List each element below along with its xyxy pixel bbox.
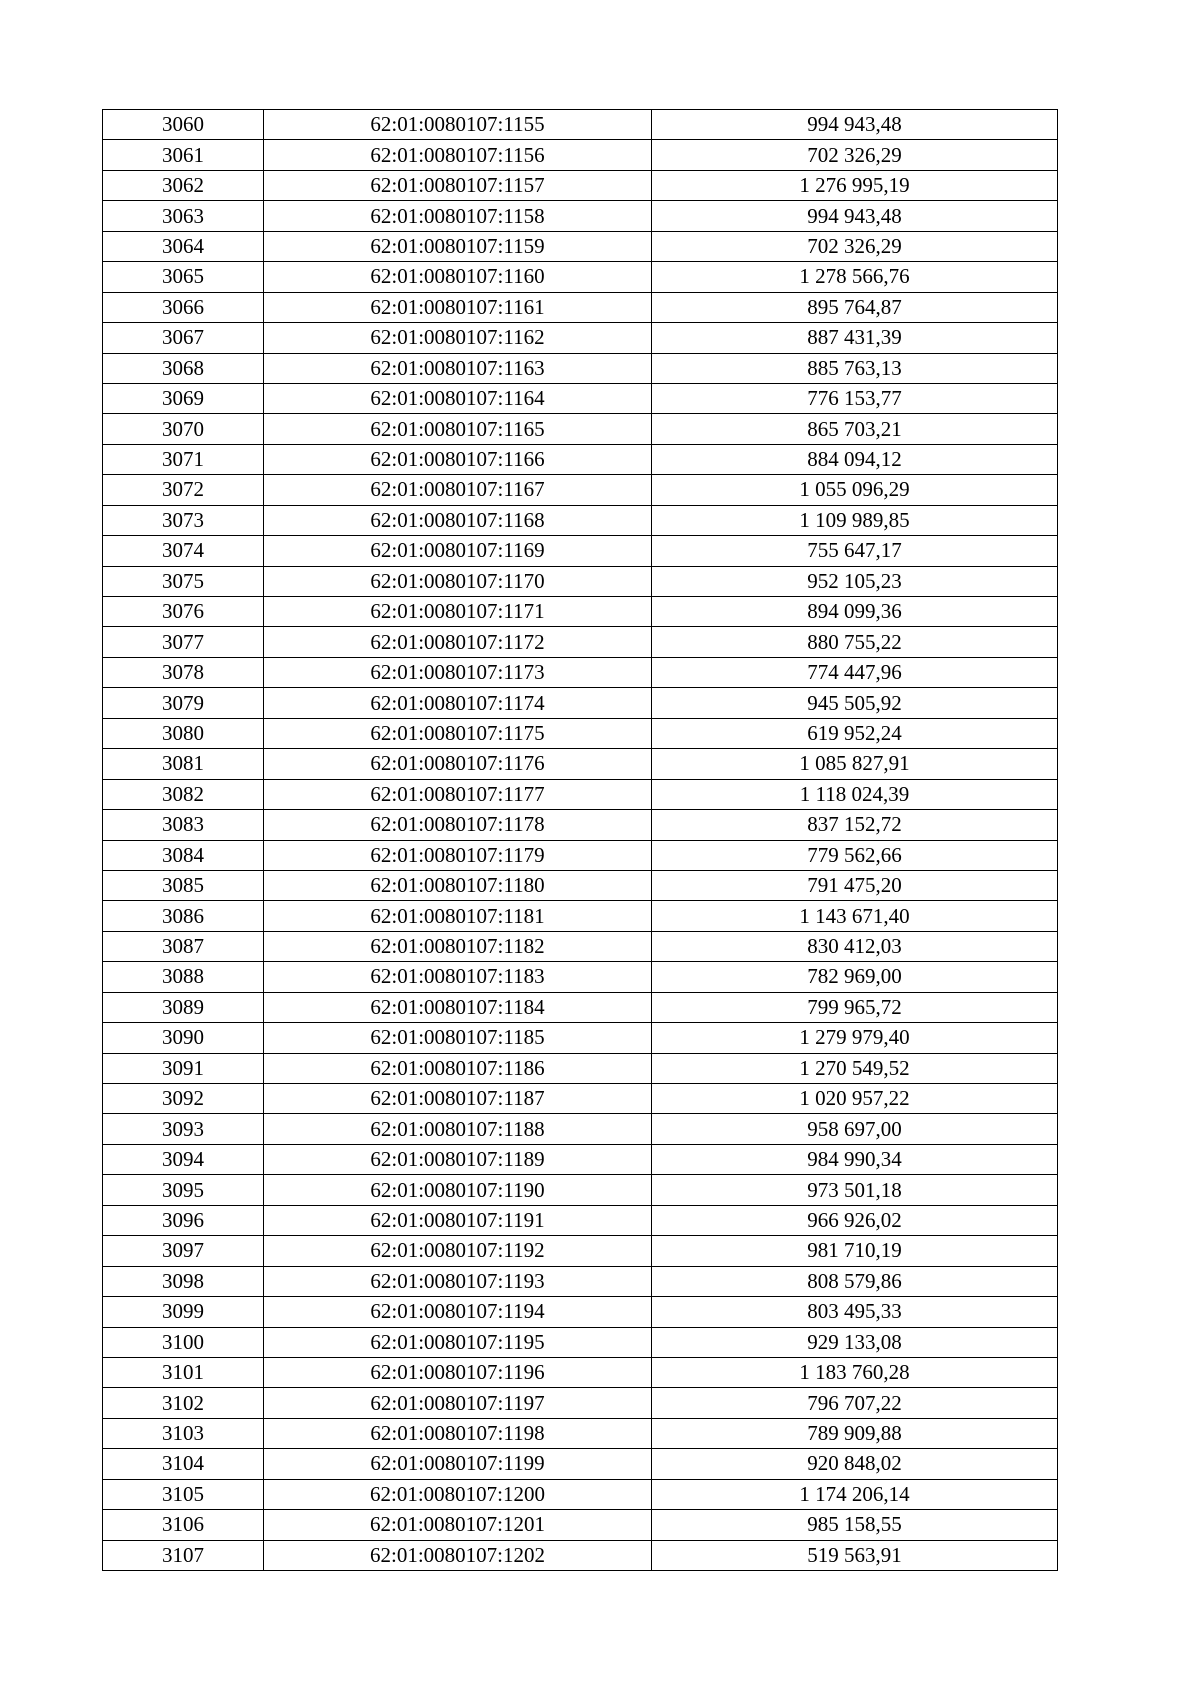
table-row (103, 931, 1058, 961)
table-row (103, 444, 1058, 474)
cadastral-number-cell: 62:01:0080107:1201 (264, 1510, 652, 1540)
cadastral-value-cell: 791 475,20 (652, 870, 1058, 900)
table-body (103, 110, 1058, 1571)
cadastral-number-cell: 62:01:0080107:1195 (264, 1327, 652, 1357)
cadastral-number-cell: 62:01:0080107:1188 (264, 1114, 652, 1144)
cadastral-number-cell: 62:01:0080107:1192 (264, 1236, 652, 1266)
row-number-cell: 3085 (103, 870, 264, 900)
cadastral-value-cell: 755 647,17 (652, 536, 1058, 566)
row-number-cell: 3086 (103, 901, 264, 931)
table-row (103, 962, 1058, 992)
cadastral-value-cell: 920 848,02 (652, 1449, 1058, 1479)
cadastral-number-cell: 62:01:0080107:1163 (264, 353, 652, 383)
cadastral-value-cell: 1 279 979,40 (652, 1023, 1058, 1053)
table-row (103, 1418, 1058, 1448)
cadastral-number-cell: 62:01:0080107:1157 (264, 170, 652, 200)
row-number-cell: 3061 (103, 140, 264, 170)
row-number-cell: 3072 (103, 475, 264, 505)
table-row (103, 1144, 1058, 1174)
cadastral-value-cell: 789 909,88 (652, 1418, 1058, 1448)
cadastral-number-cell: 62:01:0080107:1176 (264, 749, 652, 779)
cadastral-value-cell: 782 969,00 (652, 962, 1058, 992)
row-number-cell: 3089 (103, 992, 264, 1022)
cadastral-number-cell: 62:01:0080107:1202 (264, 1540, 652, 1570)
row-number-cell: 3074 (103, 536, 264, 566)
cadastral-number-cell: 62:01:0080107:1200 (264, 1479, 652, 1509)
row-number-cell: 3104 (103, 1449, 264, 1479)
cadastral-number-cell: 62:01:0080107:1184 (264, 992, 652, 1022)
cadastral-number-cell: 62:01:0080107:1198 (264, 1418, 652, 1448)
row-number-cell: 3094 (103, 1144, 264, 1174)
cadastral-number-cell: 62:01:0080107:1170 (264, 566, 652, 596)
table-row (103, 810, 1058, 840)
cadastral-value-cell: 1 270 549,52 (652, 1053, 1058, 1083)
table-row (103, 1205, 1058, 1235)
row-number-cell: 3064 (103, 231, 264, 261)
row-number-cell: 3082 (103, 779, 264, 809)
row-number-cell: 3067 (103, 323, 264, 353)
row-number-cell: 3079 (103, 688, 264, 718)
row-number-cell: 3107 (103, 1540, 264, 1570)
table-row (103, 1023, 1058, 1053)
cadastral-value-cell: 1 174 206,14 (652, 1479, 1058, 1509)
table-row (103, 1236, 1058, 1266)
table-row (103, 292, 1058, 322)
table-row (103, 505, 1058, 535)
table-row (103, 779, 1058, 809)
cadastral-number-cell: 62:01:0080107:1189 (264, 1144, 652, 1174)
table-row (103, 1449, 1058, 1479)
row-number-cell: 3106 (103, 1510, 264, 1540)
cadastral-value-cell: 895 764,87 (652, 292, 1058, 322)
cadastral-number-cell: 62:01:0080107:1182 (264, 931, 652, 961)
row-number-cell: 3071 (103, 444, 264, 474)
cadastral-value-cell: 799 965,72 (652, 992, 1058, 1022)
cadastral-value-cell: 779 562,66 (652, 840, 1058, 870)
cadastral-number-cell: 62:01:0080107:1174 (264, 688, 652, 718)
table-row (103, 657, 1058, 687)
cadastral-value-cell: 1 183 760,28 (652, 1357, 1058, 1387)
table-row (103, 901, 1058, 931)
row-number-cell: 3102 (103, 1388, 264, 1418)
table-row (103, 1357, 1058, 1387)
table-row (103, 840, 1058, 870)
cadastral-value-cell: 894 099,36 (652, 597, 1058, 627)
table-row (103, 1297, 1058, 1327)
cadastral-number-cell: 62:01:0080107:1165 (264, 414, 652, 444)
cadastral-value-cell: 985 158,55 (652, 1510, 1058, 1540)
cadastral-number-cell: 62:01:0080107:1199 (264, 1449, 652, 1479)
table-row (103, 1053, 1058, 1083)
row-number-cell: 3101 (103, 1357, 264, 1387)
cadastral-value-cell: 1 276 995,19 (652, 170, 1058, 200)
cadastral-number-cell: 62:01:0080107:1172 (264, 627, 652, 657)
cadastral-number-cell: 62:01:0080107:1185 (264, 1023, 652, 1053)
table-row (103, 1114, 1058, 1144)
table-row (103, 536, 1058, 566)
cadastral-value-cell: 702 326,29 (652, 140, 1058, 170)
cadastral-value-cell: 1 118 024,39 (652, 779, 1058, 809)
cadastral-number-cell: 62:01:0080107:1168 (264, 505, 652, 535)
cadastral-value-cell: 1 085 827,91 (652, 749, 1058, 779)
row-number-cell: 3088 (103, 962, 264, 992)
table-row (103, 1175, 1058, 1205)
table-row (103, 323, 1058, 353)
row-number-cell: 3095 (103, 1175, 264, 1205)
row-number-cell: 3070 (103, 414, 264, 444)
table-row (103, 992, 1058, 1022)
cadastral-value-cell: 776 153,77 (652, 383, 1058, 413)
row-number-cell: 3065 (103, 262, 264, 292)
row-number-cell: 3062 (103, 170, 264, 200)
table-row (103, 353, 1058, 383)
row-number-cell: 3103 (103, 1418, 264, 1448)
cadastral-number-cell: 62:01:0080107:1196 (264, 1357, 652, 1387)
cadastral-value-cell: 619 952,24 (652, 718, 1058, 748)
cadastral-value-cell: 796 707,22 (652, 1388, 1058, 1418)
cadastral-number-cell: 62:01:0080107:1183 (264, 962, 652, 992)
row-number-cell: 3060 (103, 110, 264, 140)
table-row (103, 414, 1058, 444)
row-number-cell: 3075 (103, 566, 264, 596)
cadastral-value-cell: 774 447,96 (652, 657, 1058, 687)
row-number-cell: 3096 (103, 1205, 264, 1235)
table-row (103, 170, 1058, 200)
cadastral-number-cell: 62:01:0080107:1181 (264, 901, 652, 931)
row-number-cell: 3063 (103, 201, 264, 231)
cadastral-value-cell: 884 094,12 (652, 444, 1058, 474)
cadastral-number-cell: 62:01:0080107:1187 (264, 1084, 652, 1114)
table-row (103, 231, 1058, 261)
row-number-cell: 3105 (103, 1479, 264, 1509)
table-row (103, 627, 1058, 657)
cadastral-value-cell: 1 020 957,22 (652, 1084, 1058, 1114)
table-row (103, 1510, 1058, 1540)
row-number-cell: 3091 (103, 1053, 264, 1083)
table-row (103, 262, 1058, 292)
cadastral-number-cell: 62:01:0080107:1159 (264, 231, 652, 261)
table-row (103, 383, 1058, 413)
cadastral-number-cell: 62:01:0080107:1162 (264, 323, 652, 353)
cadastral-number-cell: 62:01:0080107:1193 (264, 1266, 652, 1296)
row-number-cell: 3092 (103, 1084, 264, 1114)
row-number-cell: 3080 (103, 718, 264, 748)
table-row (103, 475, 1058, 505)
row-number-cell: 3068 (103, 353, 264, 383)
cadastral-value-table (102, 109, 1058, 1571)
cadastral-number-cell: 62:01:0080107:1158 (264, 201, 652, 231)
cadastral-number-cell: 62:01:0080107:1155 (264, 110, 652, 140)
row-number-cell: 3083 (103, 810, 264, 840)
cadastral-value-cell: 994 943,48 (652, 201, 1058, 231)
cadastral-value-cell: 994 943,48 (652, 110, 1058, 140)
cadastral-value-cell: 952 105,23 (652, 566, 1058, 596)
cadastral-number-cell: 62:01:0080107:1171 (264, 597, 652, 627)
cadastral-number-cell: 62:01:0080107:1175 (264, 718, 652, 748)
cadastral-value-cell: 880 755,22 (652, 627, 1058, 657)
table-row (103, 201, 1058, 231)
table-row (103, 1479, 1058, 1509)
cadastral-number-cell: 62:01:0080107:1164 (264, 383, 652, 413)
cadastral-value-cell: 984 990,34 (652, 1144, 1058, 1174)
cadastral-value-cell: 929 133,08 (652, 1327, 1058, 1357)
cadastral-value-cell: 973 501,18 (652, 1175, 1058, 1205)
cadastral-value-cell: 1 109 989,85 (652, 505, 1058, 535)
cadastral-number-cell: 62:01:0080107:1169 (264, 536, 652, 566)
cadastral-value-cell: 958 697,00 (652, 1114, 1058, 1144)
cadastral-value-cell: 803 495,33 (652, 1297, 1058, 1327)
cadastral-number-cell: 62:01:0080107:1179 (264, 840, 652, 870)
row-number-cell: 3081 (103, 749, 264, 779)
cadastral-value-cell: 981 710,19 (652, 1236, 1058, 1266)
row-number-cell: 3098 (103, 1266, 264, 1296)
cadastral-value-cell: 885 763,13 (652, 353, 1058, 383)
row-number-cell: 3090 (103, 1023, 264, 1053)
table-row (103, 688, 1058, 718)
row-number-cell: 3077 (103, 627, 264, 657)
row-number-cell: 3093 (103, 1114, 264, 1144)
cadastral-number-cell: 62:01:0080107:1186 (264, 1053, 652, 1083)
row-number-cell: 3069 (103, 383, 264, 413)
table-row (103, 110, 1058, 140)
cadastral-number-cell: 62:01:0080107:1160 (264, 262, 652, 292)
cadastral-number-cell: 62:01:0080107:1191 (264, 1205, 652, 1235)
row-number-cell: 3097 (103, 1236, 264, 1266)
row-number-cell: 3084 (103, 840, 264, 870)
cadastral-value-cell: 945 505,92 (652, 688, 1058, 718)
table-row (103, 1266, 1058, 1296)
row-number-cell: 3066 (103, 292, 264, 322)
table-row (103, 718, 1058, 748)
cadastral-value-cell: 830 412,03 (652, 931, 1058, 961)
cadastral-number-cell: 62:01:0080107:1194 (264, 1297, 652, 1327)
row-number-cell: 3100 (103, 1327, 264, 1357)
cadastral-number-cell: 62:01:0080107:1156 (264, 140, 652, 170)
cadastral-number-cell: 62:01:0080107:1180 (264, 870, 652, 900)
cadastral-value-cell: 837 152,72 (652, 810, 1058, 840)
cadastral-number-cell: 62:01:0080107:1167 (264, 475, 652, 505)
cadastral-number-cell: 62:01:0080107:1161 (264, 292, 652, 322)
cadastral-value-cell: 887 431,39 (652, 323, 1058, 353)
table-row (103, 1327, 1058, 1357)
table-row (103, 1084, 1058, 1114)
table-row (103, 749, 1058, 779)
cadastral-number-cell: 62:01:0080107:1173 (264, 657, 652, 687)
cadastral-number-cell: 62:01:0080107:1166 (264, 444, 652, 474)
cadastral-number-cell: 62:01:0080107:1197 (264, 1388, 652, 1418)
cadastral-value-cell: 519 563,91 (652, 1540, 1058, 1570)
table-row (103, 870, 1058, 900)
row-number-cell: 3087 (103, 931, 264, 961)
row-number-cell: 3078 (103, 657, 264, 687)
row-number-cell: 3099 (103, 1297, 264, 1327)
table-row (103, 597, 1058, 627)
cadastral-value-cell: 1 055 096,29 (652, 475, 1058, 505)
cadastral-value-cell: 1 278 566,76 (652, 262, 1058, 292)
cadastral-number-cell: 62:01:0080107:1177 (264, 779, 652, 809)
table-row (103, 1540, 1058, 1570)
table-row (103, 566, 1058, 596)
cadastral-value-cell: 966 926,02 (652, 1205, 1058, 1235)
row-number-cell: 3076 (103, 597, 264, 627)
cadastral-value-cell: 702 326,29 (652, 231, 1058, 261)
cadastral-value-cell: 1 143 671,40 (652, 901, 1058, 931)
row-number-cell: 3073 (103, 505, 264, 535)
cadastral-value-cell: 865 703,21 (652, 414, 1058, 444)
cadastral-number-cell: 62:01:0080107:1190 (264, 1175, 652, 1205)
cadastral-value-cell: 808 579,86 (652, 1266, 1058, 1296)
cadastral-number-cell: 62:01:0080107:1178 (264, 810, 652, 840)
table-row (103, 1388, 1058, 1418)
table-row (103, 140, 1058, 170)
